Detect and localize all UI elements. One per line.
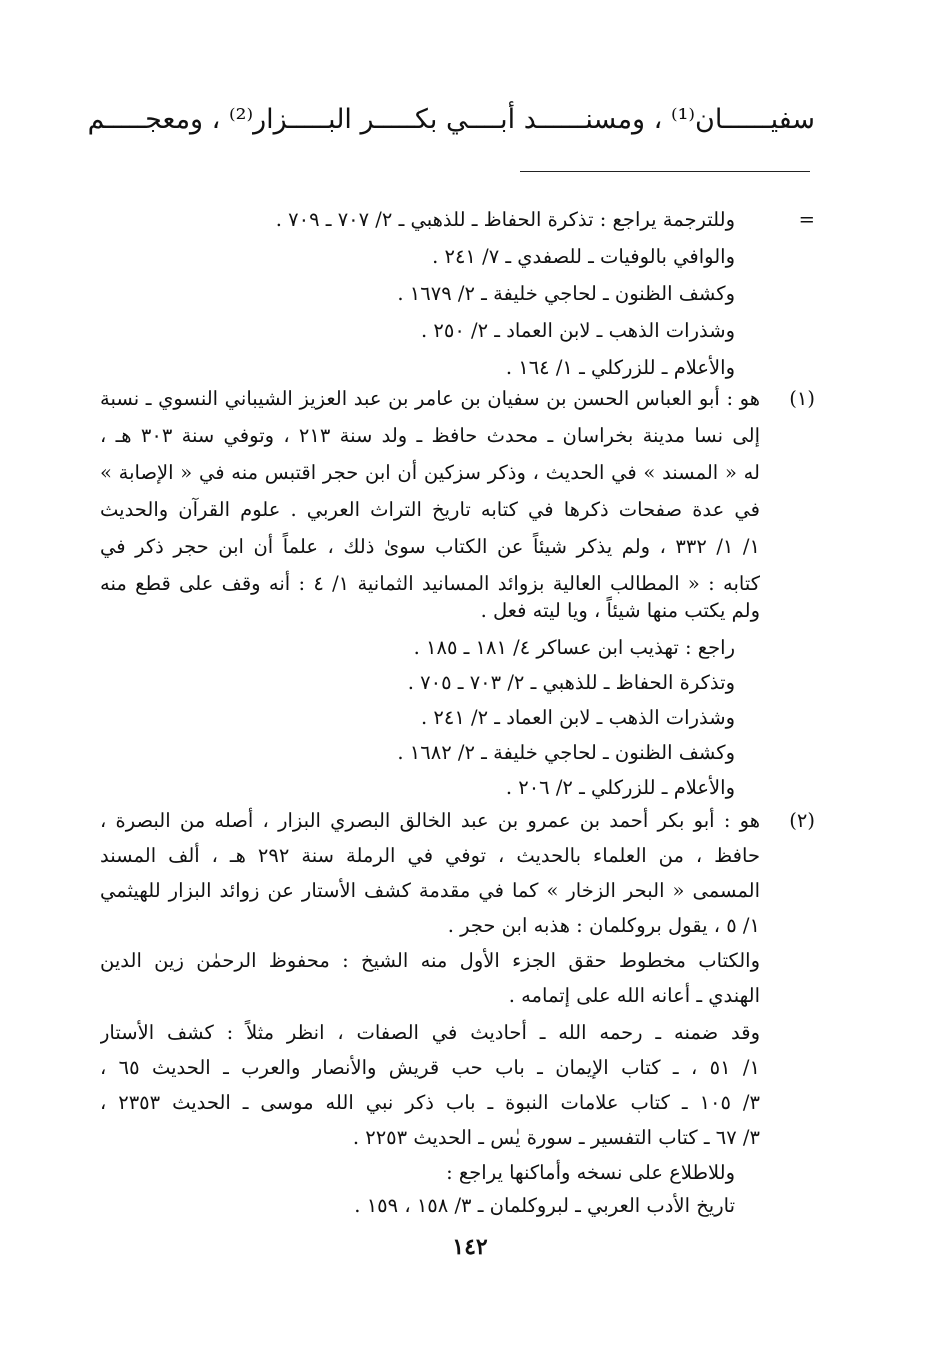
footnote-2-para3: وقد ضمنه ـ رحمه الله ـ أحاديث في الصفات ، انظر مثلاً : كشف الأستار [100,1021,760,1044]
continuation-mark: = [798,208,815,231]
footnote-1-line: هو : أبو العباس الحسن بن سفيان بن عامر بن عبد العزيز الشيباني النسوي ـ نسبة [100,387,760,410]
intro-ref-line: والأعلام ـ للزركلي ـ ١/ ١٦٤ . [505,356,735,379]
footnote-2-para3: ٣/ ٦٧ ـ كتاب التفسير ـ سورة يٰس ـ الحديث ٢٢٥٣ . [352,1126,760,1149]
footnote-2-para4: تاريخ الأدب العربي ـ لبروكلمان ـ ٣/ ١٥٨ ، ١٥٩ . [354,1194,735,1217]
footnote-1-line: إلى نسا مدينة بخراسان ـ محدث حافظ ـ ولد سنة ٢١٣ ، وتوفي سنة ٣٠٣ هـ ، [100,424,760,447]
footnote-2-line: ١/ ٥ ، يقول بروكلمان : هذبه ابن حجر . [447,914,760,937]
footnote-separator [520,171,810,172]
footnote-1-line: في عدة صفحات ذكرها في كتابه تاريخ التراث العربي . علوم القرآن والحديث [100,498,760,521]
footnote-2-para3: ١/ ٥١ ، ـ كتاب الإيمان ـ باب حب قريش والأنصار والعرب ـ الحديث ٦٥ ، [100,1056,760,1079]
footnote-1-marker: (١) [789,387,815,410]
intro-ref-line: وكشف الظنون ـ لحاجي خليفة ـ ٢/ ١٦٧٩ . [397,282,735,305]
footnote-2-line: حافظ ، من العلماء بالحديث ، توفي في الرملة سنة ٢٩٢ هـ ، ألف المسند [100,844,760,867]
intro-ref-line: والوافي بالوفيات ـ للصفدي ـ ٧/ ٢٤١ . [432,245,735,268]
footnote-1-line: ١/ ١/ ٣٣٢ ، ولم يذكر شيئاً عن الكتاب سوىٰ ذلك ، علماً أن ابن حجر ذكر في [100,535,760,558]
footnote-1-line: كتابه : « المطالب العالية بزوائد المسانيد الثمانية ١/ ٤ : أنه وقف على قطع منه [100,572,760,595]
footnote-2-para3: ٣/ ١٠٥ ـ كتاب علامات النبوة ـ باب ذكر نبي الله موسى ـ الحديث ٢٣٥٣ ، [100,1091,760,1114]
footnote-1-ref: وشذرات الذهب ـ لابن العماد ـ ٢/ ٢٤١ . [421,706,735,729]
intro-ref-line: وللترجمة يراجع : تذكرة الحفاظ ـ للذهبي ـ ٢/ ٧٠٧ ـ ٧٠٩ . [275,208,735,231]
running-text-header: سفيــــــان⁽¹⁾ ، ومسنــــــد أبــــي بكـــــر البـــــزار⁽²⁾ ، ومعجـــــم [87,104,815,135]
footnote-2-line: هو : أبو بكر أحمد بن عمرو بن عبد الخالق البصري البزار ، أصله من البصرة ، [100,809,760,832]
footnote-2-para2: والكتاب مخطوط حقق الجزء الأول منه الشيخ : محفوظ الرحمٰن زين الدين [100,949,760,972]
footnote-2-marker: (٢) [789,809,815,832]
footnote-1-ref: والأعلام ـ للزركلي ـ ٢/ ٢٠٦ . [505,776,735,799]
footnote-1-line: ولم يكتب منها شيئاً ، ويا ليته فعل . [480,599,760,622]
footnote-1-ref: راجع : تهذيب ابن عساكر ٤/ ١٨١ ـ ١٨٥ . [413,636,735,659]
footnote-2-line: المسمى « البحر الزخار » كما في مقدمة كشف الأستار عن زوائد البزار للهيثمي [100,879,760,902]
footnote-2-para4: وللاطلاع على نسخه وأماكنها يراجع : [446,1161,735,1184]
footnote-2-para2: الهندي ـ أعانه الله على إتمامه . [508,984,760,1007]
footnote-1-ref: وكشف الظنون ـ لحاجي خليفة ـ ٢/ ١٦٨٢ . [397,741,735,764]
page-number: ١٤٢ [452,1234,488,1260]
footnote-1-line: له « المسند » في الحديث ، وذكر سزكين أن ابن حجر اقتبس منه في « الإصابة » [100,461,760,484]
intro-ref-line: وشذرات الذهب ـ لابن العماد ـ ٢/ ٢٥٠ . [421,319,735,342]
footnote-1-ref: وتذكرة الحفاظ ـ للذهبي ـ ٢/ ٧٠٣ ـ ٧٠٥ . [407,671,735,694]
